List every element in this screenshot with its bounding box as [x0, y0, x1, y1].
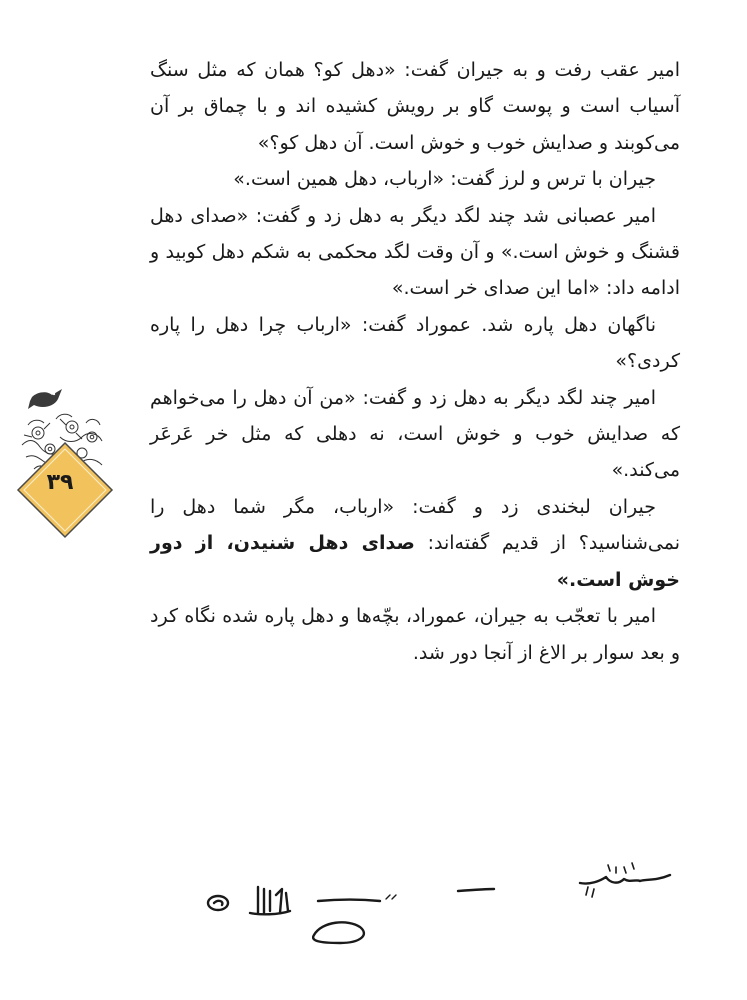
paragraph-6 [150, 489, 680, 598]
handwritten-scribbles [190, 855, 700, 955]
proverb-bold-text: صدای دهل شنیدن، از دور خوش است.» [150, 532, 680, 591]
scribble-line-1 [318, 900, 380, 902]
story-text [150, 52, 680, 671]
scribble-oval [208, 896, 228, 910]
paragraph-4: ناگهان دهل پاره شد. عموراد گفت: «ارباب چرا دهل را پاره کردی؟» [150, 313, 680, 373]
bird-icon [28, 389, 62, 409]
paragraph-3: امیر عصبانی شد چند لگد دیگر به دهل زد و گفت: «صدای دهل قشنگ و خوش است.» و آن وقت لگد محکمی به شکم دهل کوبید و ادامه داد: «اما این صدای خر است.» [150, 204, 680, 300]
paragraph-7: امیر با تعجّب به جیران، عموراد، بچّه‌ها و دهل پاره شده نگاه کرد و بعد سوار بر الاغ از آنجا دور شد. [150, 605, 680, 664]
paragraph-5: امیر چند لگد دیگر به دهل زد و گفت: «من آن دهل را می‌خواهم که صدایش خوب و خوش است، نه دهلی که مثل خر عَرعَر می‌کند.» [150, 386, 680, 482]
scribble-strokes [258, 887, 288, 913]
scribble-loop [313, 922, 364, 943]
signature [580, 875, 670, 884]
scribble-line-2 [458, 889, 494, 891]
page-number: ۳۹ [46, 470, 74, 495]
floral-ornament [10, 375, 120, 545]
paragraph-1: امیر عقب رفت و به جیران گفت: «دهل کو؟ همان که مثل سنگ آسیاب است و پوست گاو بر رویش کشیده اند و با چماق بر آن می‌کوبند و صدایش خوب و خوش است. آن دهل کو؟» [150, 59, 680, 154]
paragraph-6-text: جیران لبخندی زد و گفت: «ارباب، مگر شما دهل را نمی‌شناسید؟ از قدیم گفته‌اند: [150, 495, 680, 555]
paragraph-2: جیران با ترس و لرز گفت: «ارباب، دهل همین است.» [233, 168, 656, 191]
